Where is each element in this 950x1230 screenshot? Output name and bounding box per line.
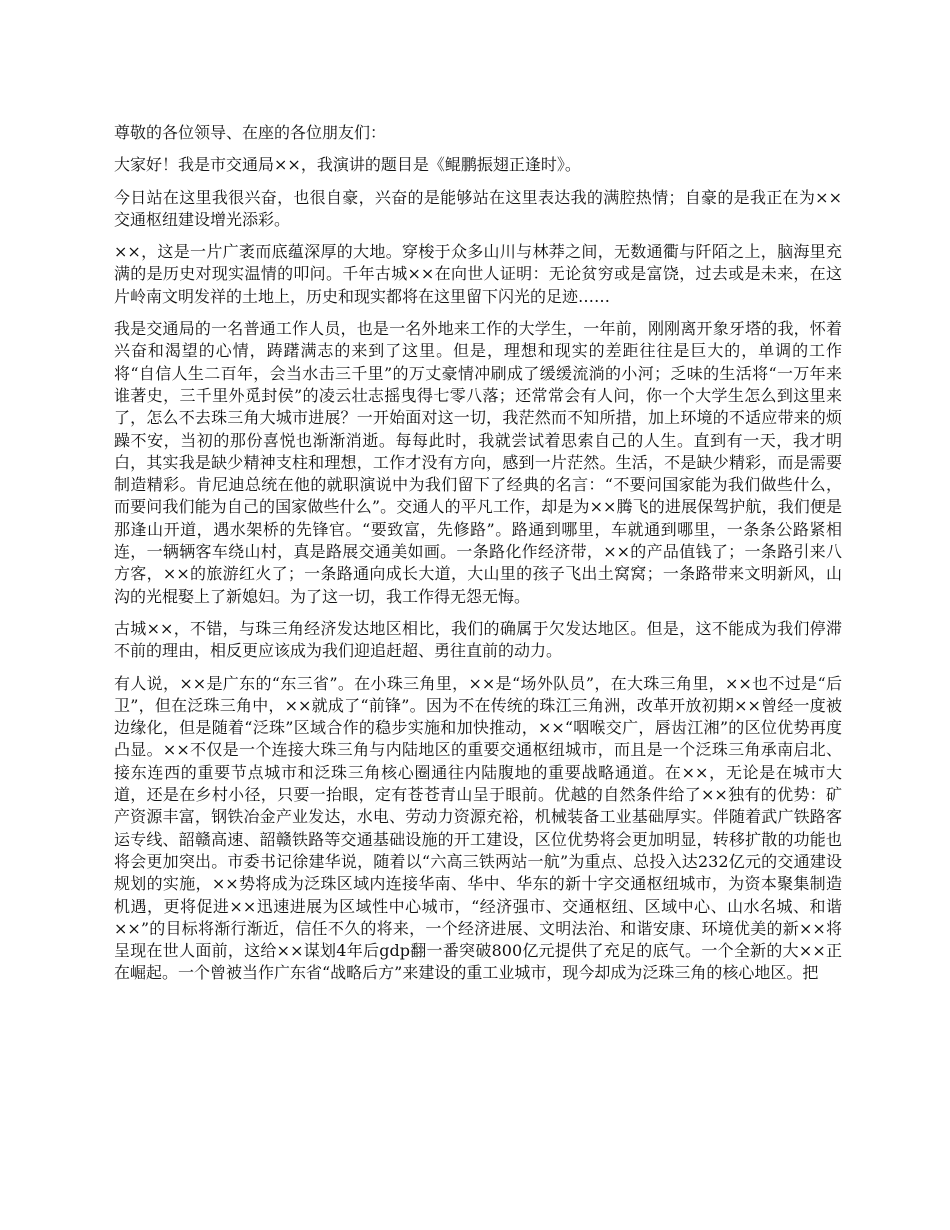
body-paragraph: 古城××，不错，与珠三角经济发达地区相比，我们的确属于欠发达地区。但是，这不能成为我们停滞不前的理由，相反更应该成为我们迎追赶超、勇往直前的动力。 (114, 618, 842, 661)
body-paragraph: 今日站在这里我很兴奋，也很自豪，兴奋的是能够站在这里表达我的满腔热情；自豪的是我正在为××交通枢纽建设增光添彩。 (114, 187, 842, 229)
greeting-paragraph: 大家好！我是市交通局××，我演讲的题目是《鲲鹏振翅正逢时》。 (114, 155, 581, 175)
body-paragraph: ××，这是一片广袤而底蕴深厚的大地。穿梭于众多山川与林莽之间，无数通衢与阡陌之上，脑海里充满的是历史对现实温情的叩问。千年古城××在向世人证明：无论贫穷或是富饶，过去或是未来，在这片岭南文明发祥的土地上，历史和现实都将在这里留下闪光的足迹…… (114, 242, 842, 306)
salutation-paragraph: 尊敬的各位领导、在座的各位朋友们： (114, 123, 387, 142)
body-paragraph: 有人说，××是广东的“东三省”。在小珠三角里，××是“场外队员”，在大珠三角里，××也不过是“后卫”，但在泛珠三角中，××就成了“前锋”。因为不在传统的珠江三角洲，改革开放初期××曾经一度被边缘化，但是随着“泛珠”区域合作的稳步实施和加快推动，××“咽喉交广，唇齿江湘”的区位优势再度凸显。××不仅是一个连接大珠三角与内陆地区的重要交通枢纽城市，而且是一个泛珠三角承南启北、接东连西的重要节点城市和泛珠三角核心圈通往内陆腹地的重要战略通道。在××，无论是在城市大道，还是在乡村小径，只要一抬眼，定有苍苍青山呈于眼前。优越的自然条件给了××独有的优势：矿产资源丰富，钢铁冶金产业发达，水电、劳动力资源充裕，机械装备工业基础厚实。伴随着武广铁路客运专线、韶赣高速、韶赣铁路等交通基础设施的开工建设，区位优势将会更加明显，转移扩散的功能也将会更加突出。市委书记徐建华说，随着以“六高三铁两站一航”为重点、总投入达232亿元的交通建设规划的实施，××势将成为泛珠区域内连接华南、华中、华东的新十字交通枢纽城市，为资本聚集制造机遇，更将促进××迅速进展为区域性中心城市，“经济强市、交通枢纽、区域中心、山水名城、和谐××”的目标将渐行渐近，信任不久的将来，一个经济进展、文明法治、和谐安康、环境优美的新××将呈现在世人面前，这给××谋划4年后gdp翻一番突破800亿元提供了充足的底气。一个全新的大××正在崛起。一个曾被当作广东省“战略后方”来建设的重工业城市，现今却成为泛珠三角的核心地区。把 (114, 673, 842, 983)
body-paragraph: 我是交通局的一名普通工作人员，也是一名外地来工作的大学生，一年前，刚刚离开象牙塔的我，怀着兴奋和渴望的心情，踌躇满志的来到了这里。但是，理想和现实的差距往往是巨大的，单调的工作将“自信人生二百年，会当水击三千里”的万丈豪情冲刷成了缓缓流淌的小河；乏味的生活将“一万年来谁著史，三千里外觅封侯”的凌云壮志摇曳得七零八落；还常常会有人问，你一个大学生怎么到这里来了，怎么不去珠三角大城市进展？一开始面对这一切，我茫然而不知所措，加上环境的不适应带来的烦躁不安，当初的那份喜悦也渐渐消逝。每每此时，我就尝试着思索自己的人生。直到有一天，我才明白，其实我是缺少精神支柱和理想，工作才没有方向，感到一片茫然。生活，不是缺少精彩，而是需要制造精彩。肯尼迪总统在他的就职演说中为我们留下了经典的名言：“不要问国家能为我们做些什么，而要问我们能为自己的国家做些什么”。交通人的平凡工作，却是为××腾飞的进展保驾护航，我们便是那逢山开道，遇水架桥的先锋官。“要致富，先修路”。路通到哪里，车就通到哪里，一条条公路紧相连，一辆辆客车绕山村，真是路展交通美如画。一条路化作经济带，××的产品值钱了；一条路引来八方客，××的旅游红火了；一条路通向成长大道，大山里的孩子飞出土窝窝；一条路带来文明新风，山沟的光棍娶上了新媳妇。为了这一切，我工作得无怨无悔。 (114, 319, 842, 606)
document-body (114, 122, 842, 995)
